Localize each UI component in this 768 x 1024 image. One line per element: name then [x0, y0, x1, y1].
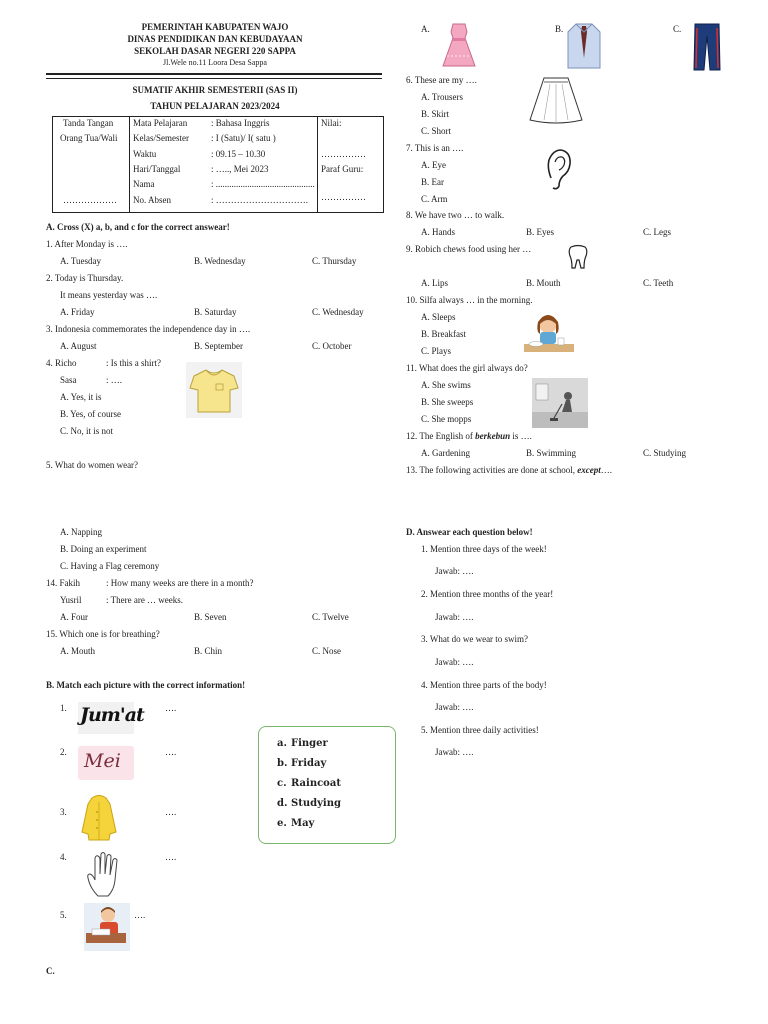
field-value: : 09.15 – 10.30: [211, 149, 266, 159]
question-13-text: 13. The following activities are done at school,: [406, 465, 578, 475]
studying-icon: [84, 903, 130, 951]
question-4-line: : ….: [106, 375, 123, 385]
nilai-line: ……………: [321, 149, 366, 159]
field-label: Waktu: [133, 149, 157, 159]
question-14-speaker: Yusril: [60, 595, 82, 605]
option[interactable]: A. Trousers: [421, 92, 464, 102]
option[interactable]: C. Teeth: [643, 278, 674, 288]
question-13: [406, 465, 612, 475]
option[interactable]: C. No, it is not: [60, 426, 114, 436]
field-value: : ….., Mei 2023: [211, 164, 269, 174]
question-12-text: 12. The English of: [406, 431, 476, 441]
match-number: 3.: [60, 807, 67, 817]
match-choice-c: [277, 778, 341, 789]
option[interactable]: C. Plays: [421, 346, 452, 356]
match-choice-d: [277, 798, 341, 809]
match-number: 4.: [60, 852, 67, 862]
question-5: 5. What do women wear?: [46, 460, 139, 470]
question-9: 9. Robich chews food using her …: [406, 244, 532, 254]
option[interactable]: B. She sweeps: [421, 397, 474, 407]
header-rule-thick: [46, 73, 382, 75]
question-10: 10. Silfa always … in the morning.: [406, 295, 533, 305]
answer-line-4[interactable]: Jawab: ….: [435, 702, 474, 712]
choice-letter: b.: [277, 758, 288, 769]
question-8: 8. We have two … to walk.: [406, 210, 505, 220]
mei-label: Mei: [84, 750, 121, 772]
option[interactable]: A.: [421, 24, 430, 34]
question-14-line: : There are … weeks.: [106, 595, 184, 605]
option[interactable]: A. August: [60, 341, 97, 351]
field-label: No. Absen: [133, 195, 171, 205]
field-value: : Bahasa Inggris: [211, 118, 270, 128]
section-c-title: C.: [46, 966, 55, 976]
header-rule-thin: [46, 78, 382, 79]
header-address: Jl.Wele no.11 Loora Desa Sappa: [163, 58, 267, 67]
match-number: 1.: [60, 703, 67, 713]
raincoat-icon: [80, 794, 118, 842]
option[interactable]: B. Ear: [421, 177, 444, 187]
option[interactable]: A. Tuesday: [60, 256, 102, 266]
essay-question-4: 4. Mention three parts of the body!: [421, 680, 547, 690]
field-label: Kelas/Semester: [133, 133, 189, 143]
header-line-1: PEMERINTAH KABUPATEN WAJO: [141, 22, 289, 32]
option[interactable]: A. Gardening: [421, 448, 470, 458]
choice-letter: c.: [277, 778, 287, 789]
info-divider: [129, 117, 130, 212]
skirt-icon: [528, 74, 584, 126]
match-answer-line[interactable]: ….: [165, 703, 177, 713]
question-12-word: berkebun: [475, 431, 511, 441]
header-line-3: SEKOLAH DASAR NEGERI 220 SAPPA: [134, 46, 296, 56]
option[interactable]: A. Lips: [421, 278, 448, 288]
essay-question-5: 5. Mention three daily activities!: [421, 725, 539, 735]
choice-text: May: [291, 818, 315, 829]
option[interactable]: A. Hands: [421, 227, 455, 237]
essay-question-1: 1. Mention three days of the week!: [421, 544, 547, 554]
jumat-label: Jum'at: [80, 704, 144, 726]
field-value: : ............................................: [211, 179, 315, 189]
option[interactable]: C. Legs: [643, 227, 671, 237]
match-number: 2.: [60, 747, 67, 757]
option[interactable]: A. Napping: [60, 527, 102, 537]
option[interactable]: C. October: [312, 341, 352, 351]
option[interactable]: C. Arm: [421, 194, 448, 204]
shirt-tie-icon: [566, 22, 602, 70]
section-b-title: B. Match each picture with the correct information!: [46, 680, 246, 690]
choice-text: Finger: [291, 738, 328, 749]
exam-title: SUMATIF AKHIR SEMESTERII (SAS II): [132, 85, 298, 95]
option[interactable]: A. Four: [60, 612, 89, 622]
match-choices-box: [258, 726, 396, 844]
match-choice-b: [277, 758, 326, 769]
option[interactable]: C. Short: [421, 126, 452, 136]
option[interactable]: B. Doing an experiment: [60, 544, 147, 554]
option[interactable]: B. Mouth: [526, 278, 561, 288]
paraf-label: Paraf Guru:: [321, 164, 364, 174]
field-label: Nama: [133, 179, 155, 189]
option[interactable]: B. Swimming: [526, 448, 577, 458]
answer-line-2[interactable]: Jawab: ….: [435, 612, 474, 622]
question-14-line: : How many weeks are there in a month?: [106, 578, 254, 588]
field-value: : I (Satu)/ I( satu ): [211, 133, 276, 143]
question-4-speaker: Sasa: [60, 375, 77, 385]
mopping-girl-icon: [532, 378, 588, 428]
choice-text: Friday: [291, 758, 327, 769]
paraf-line: ……………: [321, 192, 366, 202]
option[interactable]: B. Chin: [194, 646, 223, 656]
question-6: 6. These are my ….: [406, 75, 477, 85]
trousers-icon: [692, 22, 722, 72]
match-answer-line[interactable]: ….: [134, 910, 146, 920]
option[interactable]: A. She swims: [421, 380, 471, 390]
question-11: 11. What does the girl always do?: [406, 363, 528, 373]
option[interactable]: B. September: [194, 341, 243, 351]
info-divider: [317, 117, 318, 212]
option[interactable]: C. Thursday: [312, 256, 357, 266]
shirt-icon: [186, 362, 242, 418]
option[interactable]: B. Saturday: [194, 307, 237, 317]
match-answer-line[interactable]: ….: [165, 807, 177, 817]
option[interactable]: C. Twelve: [312, 612, 349, 622]
question-13-word: except: [577, 465, 601, 475]
answer-line-3[interactable]: Jawab: ….: [435, 657, 474, 667]
choice-letter: d.: [277, 798, 288, 809]
question-13-text: ….: [600, 465, 613, 475]
option[interactable]: C. She mopps: [421, 414, 472, 424]
question-1: 1. After Monday is ….: [46, 239, 128, 249]
field-label: Mata Pelajaran: [133, 118, 188, 128]
question-15: 15. Which one is for breathing?: [46, 629, 160, 639]
header-line-2: DINAS PENDIDIKAN DAN KEBUDAYAAN: [127, 34, 303, 44]
hand-icon: [84, 850, 124, 898]
option[interactable]: C. Nose: [312, 646, 341, 656]
section-d-title: D. Answear each question below!: [406, 527, 533, 537]
option[interactable]: B. Breakfast: [421, 329, 466, 339]
option[interactable]: C. Studying: [643, 448, 687, 458]
exam-year: TAHUN PELAJARAN 2023/2024: [150, 101, 280, 111]
essay-question-2: 2. Mention three months of the year!: [421, 589, 554, 599]
option[interactable]: C.: [673, 24, 682, 34]
question-4-speaker: 4. Richo: [46, 358, 77, 368]
answer-line-5[interactable]: Jawab: ….: [435, 747, 474, 757]
choice-text: Studying: [291, 798, 341, 809]
match-choice-e: [277, 818, 314, 829]
essay-question-3: 3. What do we wear to swim?: [421, 634, 529, 644]
breakfast-girl-icon: [522, 310, 576, 360]
sign-label: Tanda Tangan: [63, 118, 114, 128]
mei-text-image: [78, 746, 134, 780]
match-choice-a: [277, 738, 328, 749]
option[interactable]: A. Sleeps: [421, 312, 456, 322]
option[interactable]: A. Yes, it is: [60, 392, 102, 402]
match-answer-line[interactable]: ….: [165, 747, 177, 757]
option[interactable]: A. Mouth: [60, 646, 96, 656]
question-2-line2: It means yesterday was ….: [60, 290, 158, 300]
field-label: Hari/Tanggal: [133, 164, 181, 174]
jumat-text-image: [78, 702, 144, 734]
dress-icon: [441, 22, 477, 70]
match-number: 5.: [60, 910, 67, 920]
nilai-label: Nilai:: [321, 118, 342, 128]
choice-text: Raincoat: [291, 778, 341, 789]
option[interactable]: C. Wednesday: [312, 307, 364, 317]
option[interactable]: B. Wednesday: [194, 256, 246, 266]
sign-line: ………………: [63, 195, 117, 205]
choice-letter: e.: [277, 818, 287, 829]
section-a-title: A. Cross (X) a, b, and c for the correct answear!: [46, 222, 230, 232]
question-4-line: : Is this a shirt?: [106, 358, 161, 368]
option[interactable]: C. Having a Flag ceremony: [60, 561, 160, 571]
answer-line-1[interactable]: Jawab: ….: [435, 566, 474, 576]
option[interactable]: B. Seven: [194, 612, 227, 622]
option[interactable]: B. Eyes: [526, 227, 554, 237]
question-3: 3. Indonesia commemorates the independence day in ….: [46, 324, 251, 334]
match-answer-line[interactable]: ….: [165, 852, 177, 862]
question-12-text: is ….: [510, 431, 532, 441]
option[interactable]: B.: [555, 24, 564, 34]
option[interactable]: A. Eye: [421, 160, 446, 170]
question-2: 2. Today is Thursday.: [46, 273, 124, 283]
option[interactable]: B. Yes, of course: [60, 409, 122, 419]
question-12: [406, 431, 532, 441]
tooth-icon: [567, 244, 589, 270]
ear-icon: [545, 148, 573, 190]
option[interactable]: B. Skirt: [421, 109, 450, 119]
choice-letter: a.: [277, 738, 287, 749]
info-table: [52, 116, 384, 213]
question-7: 7. This is an ….: [406, 143, 464, 153]
sign-label: Orang Tua/Wali: [60, 133, 118, 143]
field-value: : ………………………….: [211, 195, 309, 205]
option[interactable]: A. Friday: [60, 307, 95, 317]
question-14-speaker: 14. Fakih: [46, 578, 81, 588]
